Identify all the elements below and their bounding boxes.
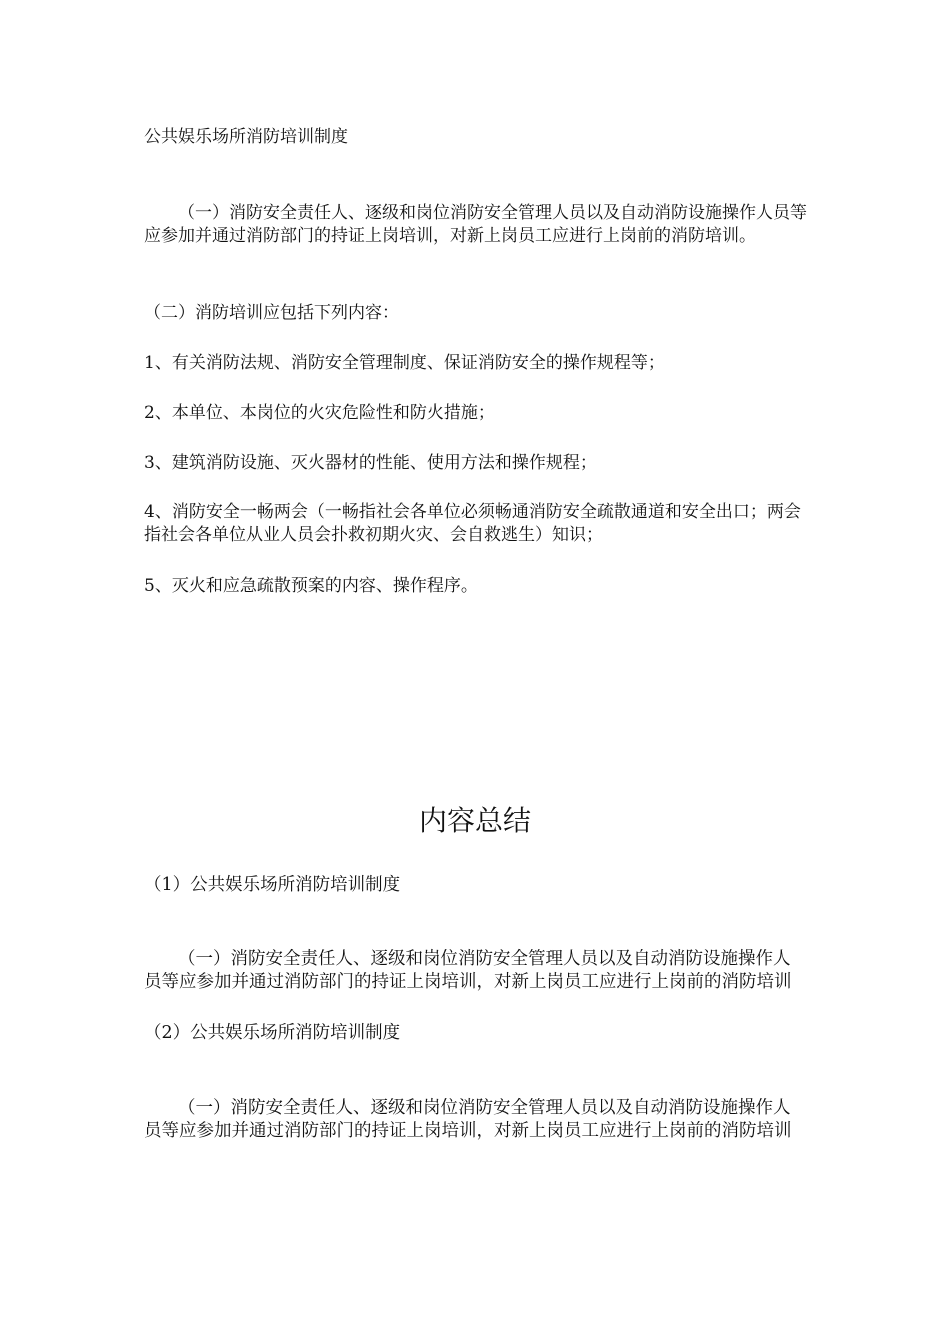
summary-item-2-text: （一）消防安全责任人、逐级和岗位消防安全管理人员以及自动消防设施操作人员等应参加并通过消防部门的持证上岗培训，对新上岗员工应进行上岗前的消防培训 — [144, 1098, 792, 1141]
paragraph-training-requirement: （一）消防安全责任人、逐级和岗位消防安全管理人员以及自动消防设施操作人员等应参加并通过消防部门的持证上岗培训，对新上岗员工应进行上岗前的消防培训。 — [144, 203, 807, 246]
list-item-4: 4、消防安全一畅两会（一畅指社会各单位必须畅通消防安全疏散通道和安全出口；两会指社会各单位从业人员会扑救初期火灾、会自救逃生）知识； — [144, 502, 801, 545]
paragraph-training-content-heading: （二）消防培训应包括下列内容： — [144, 303, 399, 323]
summary-item-1-text: （一）消防安全责任人、逐级和岗位消防安全管理人员以及自动消防设施操作人员等应参加并通过消防部门的持证上岗培训，对新上岗员工应进行上岗前的消防培训 — [144, 949, 792, 992]
list-item-1: 1、有关消防法规、消防安全管理制度、保证消防安全的操作规程等； — [144, 353, 665, 373]
list-item-2: 2、本单位、本岗位的火灾危险性和防火措施； — [144, 403, 495, 423]
document-title: 公共娱乐场所消防培训制度 — [144, 127, 348, 147]
list-item-3: 3、建筑消防设施、灭火器材的性能、使用方法和操作规程； — [144, 453, 597, 473]
list-item-5: 5、灭火和应急疏散预案的内容、操作程序。 — [144, 576, 478, 596]
summary-item-2-title: （2）公共娱乐场所消防培训制度 — [144, 1023, 401, 1043]
summary-heading: 内容总结 — [418, 804, 531, 837]
summary-item-1-title: （1）公共娱乐场所消防培训制度 — [144, 875, 401, 895]
